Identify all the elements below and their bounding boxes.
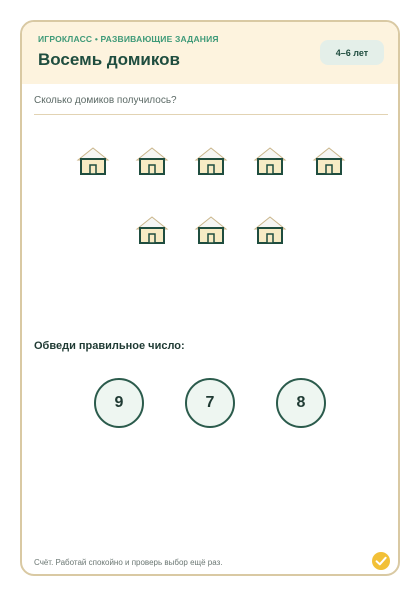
house-icon — [194, 146, 228, 176]
age-badge: 4–6 лет — [320, 40, 384, 65]
question-text: Сколько домиков получилось? — [34, 95, 177, 106]
choice-8[interactable]: 8 — [276, 378, 326, 428]
house-icon — [253, 215, 287, 245]
house-icon — [253, 146, 287, 176]
brand-label: ИГРОКЛАСС • РАЗВИВАЮЩИЕ ЗАДАНИЯ — [38, 34, 219, 44]
question-divider — [34, 114, 388, 115]
choice-7[interactable]: 7 — [185, 378, 235, 428]
house-icon — [135, 146, 169, 176]
instruction-text: Обведи правильное число: — [34, 340, 185, 352]
check-circle-icon — [372, 552, 390, 570]
choice-9[interactable]: 9 — [94, 378, 144, 428]
house-icon — [194, 215, 228, 245]
footer-note: Счёт. Работай спокойно и проверь выбор ещё раз. — [34, 558, 223, 567]
worksheet — [20, 20, 400, 576]
page-title: Восемь домиков — [38, 50, 180, 69]
house-icon — [312, 146, 346, 176]
house-icon — [76, 146, 110, 176]
worksheet-header — [22, 22, 398, 84]
house-icon — [135, 215, 169, 245]
